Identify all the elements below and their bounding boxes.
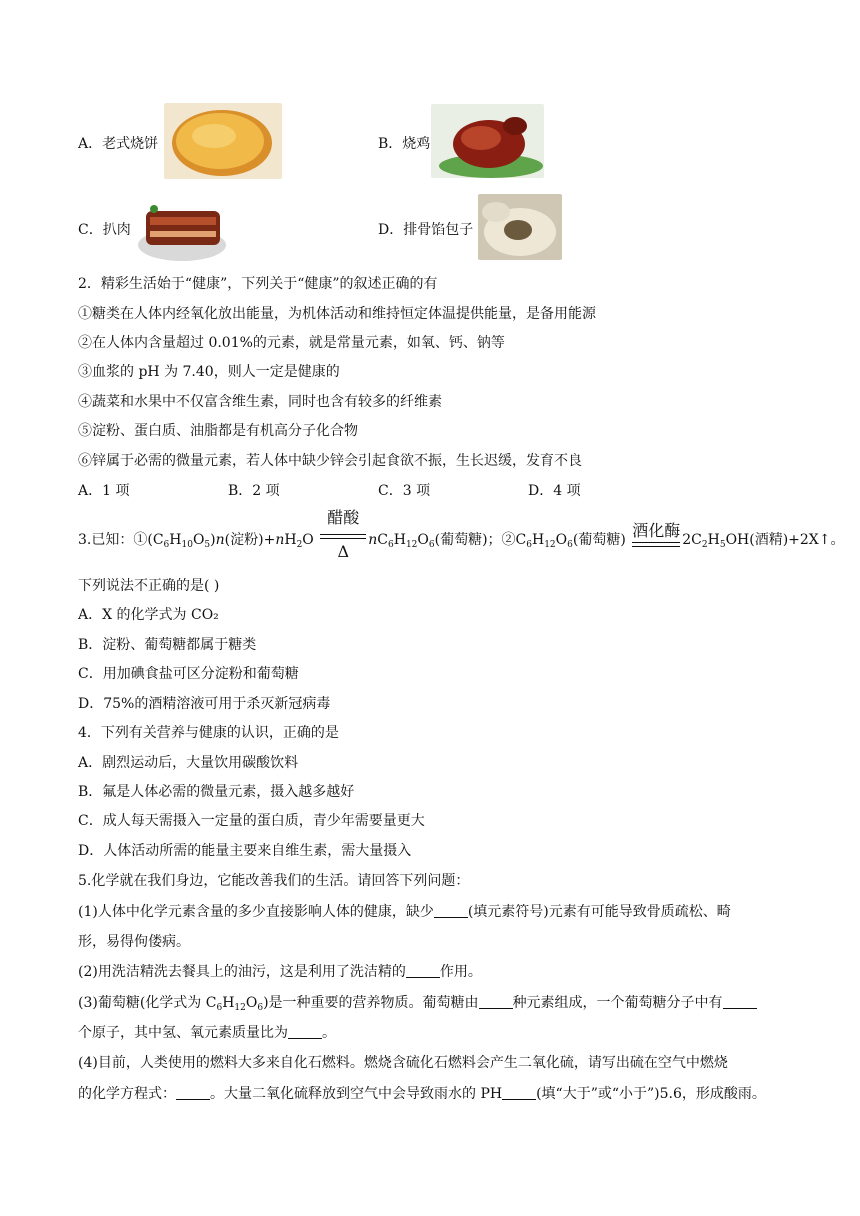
q2-item-4: ④蔬菜和水果中不仅富含维生素，同时也含有较多的纤维素 — [78, 394, 442, 410]
q3-option-d: D．75%的酒精溶液可用于杀灭新冠病毒 — [78, 696, 331, 712]
q5-part-3: (3)葡萄糖(化学式为 $C_6H_{12}O_6$)是一种重要的营养物质。葡萄糖由 种元素组成，一个葡萄糖分子中有 — [78, 993, 757, 1018]
q3-equation: 3.已知：$①(C_6H_{10}O_5)n$(淀粉)$+nH_2O$ 醋酸 Δ $nC_6H_{12}O_6$(葡萄糖)；$②C_6H_{12}O_6$(葡萄糖) 酒化酶 $2C_2H_5OH$(酒精)+2X↑。 — [78, 508, 845, 561]
q4-stem: 4．下列有关营养与健康的认识，正确的是 — [78, 725, 339, 741]
q3-option-c: C．用加碘食盐可区分淀粉和葡萄糖 — [78, 666, 299, 682]
answer-blank-1[interactable] — [434, 903, 468, 918]
q2-item-2: ②在人体内含量超过 0.01%的元素，就是常量元素，如氧、钙、钠等 — [78, 335, 505, 351]
q4-option-a: A．剧烈运动后，大量饮用碳酸饮料 — [78, 755, 299, 771]
option-b-label: B．烧鸡 — [378, 136, 431, 152]
answer-blank-5[interactable] — [288, 1024, 322, 1039]
answer-blank-3[interactable] — [479, 994, 513, 1009]
q4-option-b: B．氟是人体必需的微量元素，摄入越多越好 — [78, 784, 355, 800]
q2-stem: 2．精彩生活始于“健康”，下列关于“健康”的叙述正确的有 — [78, 276, 438, 292]
steamed-bun-image — [478, 194, 562, 260]
q2-item-1: ①糖类在人体内经氧化放出能量，为机体活动和维持恒定体温提供能量，是备用能源 — [78, 306, 596, 322]
q2-option-c: C．3 项 — [378, 483, 431, 499]
q3-option-b: B．淀粉、葡萄糖都属于糖类 — [78, 637, 257, 653]
q4-option-c: C．成人每天需摄入一定量的蛋白质，青少年需要量更大 — [78, 813, 425, 829]
q3-stem: 下列说法不正确的是( ) — [78, 578, 220, 594]
q2-item-5: ⑤淀粉、蛋白质、油脂都是有机高分子化合物 — [78, 423, 358, 439]
q5-part-1: (1)人体中化学元素含量的多少直接影响人体的健康，缺少 (填元素符号)元素有可能导致骨质疏松、畸 — [78, 904, 731, 920]
zymase-condition: 酒化酶 — [630, 530, 682, 550]
shaobing-image — [164, 103, 282, 179]
q5-part-3-cont: 个原子，其中氢、氧元素质量比为 。 — [78, 1025, 336, 1041]
option-c-label: C．扒肉 — [78, 222, 131, 238]
answer-blank-2[interactable] — [406, 963, 440, 978]
q5-part-4: (4)目前，人类使用的燃料大多来自化石燃料。燃烧含硫化石燃料会产生二氧化硫，请写出硫在空气中燃烧 — [78, 1055, 728, 1071]
answer-blank-4[interactable] — [723, 994, 757, 1009]
q5-part-1-cont: 形，易得佝偻病。 — [78, 934, 190, 950]
answer-blank-7[interactable] — [502, 1085, 536, 1100]
braised-pork-image — [134, 193, 228, 265]
answer-blank-6[interactable] — [176, 1085, 210, 1100]
q5-part-2: (2)用洗洁精洗去餐具上的油污，这是利用了洗洁精的 作用。 — [78, 964, 482, 980]
q3-option-a: A．X 的化学式为 CO₂ — [78, 607, 219, 623]
q2-option-b: B．2 项 — [228, 483, 280, 499]
acetic-acid-condition: 醋酸 Δ — [318, 530, 368, 550]
q2-option-a: A．1 项 — [78, 483, 130, 499]
roast-chicken-image — [431, 104, 544, 178]
option-d-label: D．排骨馅包子 — [378, 222, 474, 238]
q2-option-d: D．4 项 — [528, 483, 581, 499]
q2-item-3: ③血浆的 pH 为 7.40，则人一定是健康的 — [78, 364, 340, 380]
q5-part-4-cont: 的化学方程式： 。大量二氧化硫释放到空气中会导致雨水的 PH (填“大于”或“小于”)5.6，形成酸雨。 — [78, 1086, 766, 1102]
q2-item-6: ⑥锌属于必需的微量元素，若人体中缺少锌会引起食欲不振，生长迟缓，发育不良 — [78, 453, 582, 469]
option-a-label: A．老式烧饼 — [78, 136, 159, 152]
q4-option-d: D．人体活动所需的能量主要来自维生素，需大量摄入 — [78, 843, 412, 859]
q5-stem: 5.化学就在我们身边，它能改善我们的生活。请回答下列问题： — [78, 873, 470, 889]
